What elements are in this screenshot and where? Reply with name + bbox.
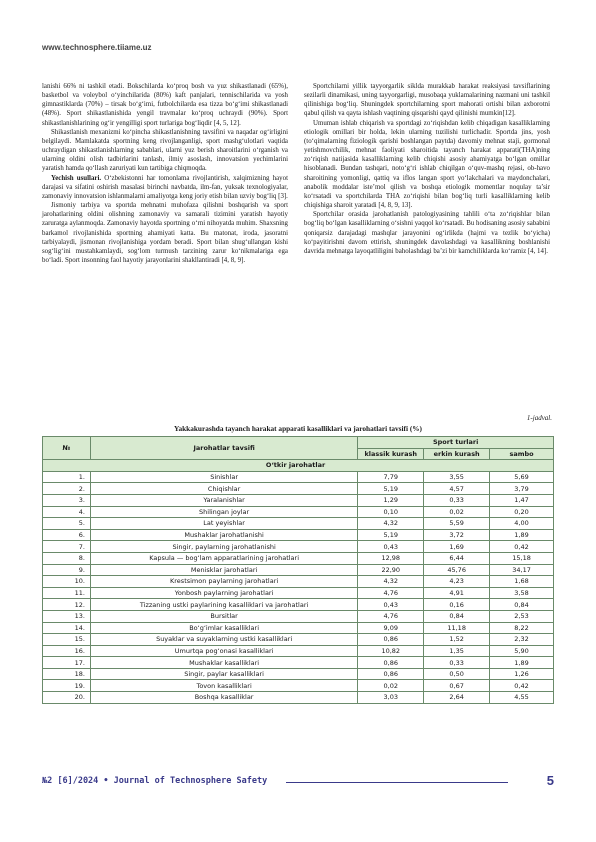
table-cell: 2,32 (490, 634, 554, 646)
paragraph: Yechish usullari. O‘zbekistonni har tomonlama rivojlantirish, xalqimizning hayot darajasi va sifatini oshirish masalasi birinchi navbatda, ilm-fan, yuksak texnologiyalar, zamonaviy innovatsion ishlanmalarni amaliyotga keng joriy etish bilan uzviy bog‘liq [3]. (42, 174, 288, 200)
table-cell: 10,82 (358, 645, 424, 657)
table-number: 1-jadval. (526, 414, 552, 422)
header-url[interactable]: www.technosphere.tiiame.uz (42, 43, 152, 52)
table-cell: 0,50 (424, 668, 490, 680)
table-cell: 3,72 (424, 529, 490, 541)
table-cell: 12,98 (358, 552, 424, 564)
table-cell: 5,19 (358, 529, 424, 541)
header-col: klassik kurash (358, 448, 424, 460)
table-cell: 0,86 (358, 657, 424, 669)
table-cell: Lat yeyishlar (90, 518, 357, 530)
table-row (43, 471, 554, 483)
table-cell: 5,59 (424, 518, 490, 530)
table-cell: Sinishlar (90, 471, 357, 483)
table-cell: Bursitlar (90, 610, 357, 622)
table-cell: 6,44 (424, 552, 490, 564)
table-cell: 9. (43, 564, 91, 576)
table-cell: 15. (43, 634, 91, 646)
table-cell: 7. (43, 541, 91, 553)
table-row (43, 506, 554, 518)
table-cell: 1,52 (424, 634, 490, 646)
table-cell: 0,43 (358, 599, 424, 611)
table-title: Yakkakurashda tayanch harakat apparati kasalliklari va jarohatlari tavsifi (%) (174, 424, 422, 433)
table-cell: 0,84 (490, 599, 554, 611)
table-cell: Chiqishlar (90, 483, 357, 495)
footer-label: №2 [6]/2024 • Journal of Technosphere Safety (42, 776, 268, 786)
table-cell: Kapsula — bog‘lam apparatlarining jarohatlari (90, 552, 357, 564)
table-cell: Suyaklar va suyaklarning ustki kasalliklari (90, 634, 357, 646)
header-col: erkin kurash (424, 448, 490, 460)
table-cell: Krestsimon paylarning jarohatlari (90, 576, 357, 588)
table-row (43, 622, 554, 634)
table-row (43, 564, 554, 576)
table-cell: 0,67 (424, 680, 490, 692)
table-row (43, 587, 554, 599)
table-cell: 16. (43, 645, 91, 657)
table-cell: 8,22 (490, 622, 554, 634)
table-cell: Boshqa kasalliklar (90, 692, 357, 704)
table-cell: 6. (43, 529, 91, 541)
paragraph: Sportchilar orasida jarohatlanish patologiyasining tahlili o‘ta zo‘riqishlar bilan bog‘liq bo‘lgan kasalliklarning o‘sishni yaqqol ko‘rsatadi. Bu hodisaning asosiy sababini qoniqarsiz darajadagi mashqlar jarayonini og‘irlikda (hajmi va tezlik bo‘yicha) ko‘payitirishni davom ettirish, shuningdek davolashdagi va kasallikning boshlanishi davrida mehnatga layoqatliligini baholashdagi ba’zi bir kamchiliklarda ko‘ramiz [4, 14]. (304, 211, 550, 255)
table-cell: 4,55 (490, 692, 554, 704)
table-cell: 3. (43, 494, 91, 506)
table-cell: 0,42 (490, 680, 554, 692)
table-cell: 0,02 (424, 506, 490, 518)
table-row (43, 483, 554, 495)
table-cell: 12. (43, 599, 91, 611)
table-cell: 0,02 (358, 680, 424, 692)
table-cell: 4,00 (490, 518, 554, 530)
footer (42, 773, 554, 790)
table-cell: 0,33 (424, 657, 490, 669)
table-cell: Yonbosh paylarning jarohatlari (90, 587, 357, 599)
table-cell: 13. (43, 610, 91, 622)
table-cell: 0,42 (490, 541, 554, 553)
bold-lead: Yechish usullari. (51, 174, 102, 182)
table-cell: 1. (43, 471, 91, 483)
header-col: sambo (490, 448, 554, 460)
table-cell: 9,09 (358, 622, 424, 634)
table-cell: 0,10 (358, 506, 424, 518)
table-cell: 5,69 (490, 471, 554, 483)
table-cell: 4,76 (358, 610, 424, 622)
table-row (43, 576, 554, 588)
table-cell: Mushaklar jarohatlanishi (90, 529, 357, 541)
table-cell: 11,18 (424, 622, 490, 634)
table-cell: 1,26 (490, 668, 554, 680)
table-row (43, 518, 554, 530)
paragraph: Jismoniy tarbiya va sportda mehnatni muhofaza qilishni boshqarish va sport jarohatlarining oldini olishning zamonaviy va samarali tizimini yaratish hayotiy zaruratga aylanmoqda. Zamonaviy hayotda sportning o‘rni nihoyatda muhim. Shaxsning barkamol rivojlanishida sportning ahamiyati katta. Bu matonat, iroda, jasoratni tarbiyalaydi, jismonan rivojlanishiga yordam beradi. Sport bilan shug‘ullangan kishi sog‘lig‘ini mustahkamlaydi, sog‘lom turmush tarzining zarur ko‘nikmalariga ega bo‘ladi. Sport insonning faol hayotiy jarayonlarini shakllantiradi [4, 8, 9]. (42, 202, 288, 264)
table-cell: 4,76 (358, 587, 424, 599)
table-cell: 1,89 (490, 529, 554, 541)
table-cell: 5. (43, 518, 91, 530)
table-cell: Bo‘g‘imlar kasalliklari (90, 622, 357, 634)
table-cell: Menisklar jarohatlari (90, 564, 357, 576)
table-cell: 1,69 (424, 541, 490, 553)
table-cell: 11. (43, 587, 91, 599)
table-cell: 3,79 (490, 483, 554, 495)
table-cell: 4,91 (424, 587, 490, 599)
table-row (43, 494, 554, 506)
table-cell: 0,86 (358, 634, 424, 646)
table-cell: 2. (43, 483, 91, 495)
table-cell: 4,57 (424, 483, 490, 495)
table-row (43, 634, 554, 646)
table-cell: Umurtqa pog‘onasi kasalliklari (90, 645, 357, 657)
table-cell: 0,84 (424, 610, 490, 622)
table-cell: 3,58 (490, 587, 554, 599)
paragraph: Sportchilarni yillik tayyorgarlik siklda murakkab harakat reaksiyasi tavsiflarining sezilarli dinamikasi, uning tayyorgarligi, musobaqa yuklamalarining nazmani uni tashkil qilinishiga bog‘liq. Shuningdek sportchilarning sport mahorati ortishi bilan axborotni qabul qilish va qayta ishlash vaqtining qisqarishi qayd qilinishi mumkin[12]. (304, 83, 550, 118)
table-cell: 3,55 (424, 471, 490, 483)
table-cell: 1,29 (358, 494, 424, 506)
table-cell: 0,33 (424, 494, 490, 506)
table-cell: 7,79 (358, 471, 424, 483)
footer-rule (286, 782, 508, 783)
injury-table (42, 436, 554, 704)
table-cell: 17. (43, 657, 91, 669)
table-cell: 2,64 (424, 692, 490, 704)
header-number: № (43, 437, 91, 460)
table-cell: 18. (43, 668, 91, 680)
table-row (43, 645, 554, 657)
table-cell: 4. (43, 506, 91, 518)
table-cell: Singir, paylarning jarohatlanishi (90, 541, 357, 553)
table-cell: Tizzaning ustki paylarining kasalliklari va jarohatlari (90, 599, 357, 611)
table-row (43, 692, 554, 704)
right-column (304, 82, 550, 256)
header-sport-types: Sport turlari (358, 437, 554, 449)
table-row (43, 529, 554, 541)
table-cell: 20. (43, 692, 91, 704)
table-row (43, 541, 554, 553)
table-cell: 45,76 (424, 564, 490, 576)
table-cell: 22,90 (358, 564, 424, 576)
table-cell: 1,68 (490, 576, 554, 588)
table-cell: 0,43 (358, 541, 424, 553)
table-cell: 5,90 (490, 645, 554, 657)
paragraph: Shikastlanish mexanizmi ko‘pincha shikastlanishning tavsifini va naqadar og‘irligini belgilaydi. Mamlakatda sportning keng rivojlanganligi, sport mashg‘ulotlari vaqtida uchraydigan shikastlanishlarning sabablari, ularni yuz berish sharoitlarini o‘rganish va ularning oldini olish tadbirlarini tanlash, ilmiy asoslash, innovatsion yechimlarini yaratish hamda qo‘llash zaruriyati kun tartibiga chiqmoqda. (42, 128, 288, 173)
section-row: O‘tkir jarohatlar (43, 460, 554, 472)
table-cell: 1,47 (490, 494, 554, 506)
table-cell: Singir, paylar kasalliklari (90, 668, 357, 680)
table-row (43, 657, 554, 669)
table-cell: Mushaklar kasalliklari (90, 657, 357, 669)
table-cell: 14. (43, 622, 91, 634)
table-cell: Shilingan joylar (90, 506, 357, 518)
table-row (43, 680, 554, 692)
table-cell: 4,23 (424, 576, 490, 588)
table-cell: 2,53 (490, 610, 554, 622)
table-cell: Yaralanishlar (90, 494, 357, 506)
table-cell: 0,20 (490, 506, 554, 518)
table-cell: 3,03 (358, 692, 424, 704)
table-cell: 8. (43, 552, 91, 564)
paragraph: lanishi 66% ni tashkil etadi. Bokschilarda ko‘proq bosh va yuz shikastlanadi (65%), basketbol va voleybol o‘yinchilarida (80%) kaft panjalari, tennischilarida va yosh gimnastiklarda (70%) – tirsak bo‘g‘imi, futbolchilarda esa tizza bo‘g‘imi shikastlanadi (48%). Sport shikastlanishida yengil travmalar ko‘proq uchraydi (90%). Sport shikastlanishlarining og‘ir yengilligi sport turlariga bog‘liqdir [4, 5, 12]. (42, 83, 288, 127)
table-row (43, 668, 554, 680)
table-cell: 1,89 (490, 657, 554, 669)
table-cell: 5,19 (358, 483, 424, 495)
table-cell: 0,16 (424, 599, 490, 611)
page-number: 5 (546, 773, 554, 788)
table-cell: 34,17 (490, 564, 554, 576)
table-row (43, 552, 554, 564)
left-column (42, 82, 288, 265)
table-row (43, 610, 554, 622)
table-cell: 1,35 (424, 645, 490, 657)
table-cell: Tovon kasalliklari (90, 680, 357, 692)
paragraph: Umuman ishlab chiqarish va sportdagi zo‘riqishdan kelib chiqadigan kasalliklarning etiologik omillari bir holda, lekin ularning tuzilishi turlichadir. Sportda jins, yosh (to‘qimalarning fiziologik qarishi boshlangan paytda) davomiy mehnat staji, gormonal yetishmovchilik, mehnat faoliyati sharoitida tayanch harakat apparati(THA)ning zo‘riqish natijasida kasalliklarning kelib chiqishi asosiy ahamiyatga bo‘lgan omillar hisoblanadi. Bundan tashqari, noto‘g‘ri ishlab chiqilgan o‘quv-mashq rejasi, ob-havo sharoitining yomonligi, qattiq va iflos langan sport yo‘lakchalari va maydonchalari, anabolik moddalar iste’mol qilish va boshqa etiologik momentlar noqulay ta’sir ko‘rsatadi va sportchilarda THA zo‘riqishi bilan bog‘liq turli kasalliklarning kelib chiqishiga sharoit yaratadi [4, 8, 9, 13]. (304, 119, 550, 210)
table-cell: 0,86 (358, 668, 424, 680)
header-description: Jarohatlar tavsifi (90, 437, 357, 460)
table-cell: 19. (43, 680, 91, 692)
table-row (43, 599, 554, 611)
table-cell: 4,32 (358, 518, 424, 530)
table-cell: 10. (43, 576, 91, 588)
table-cell: 4,32 (358, 576, 424, 588)
table-cell: 15,18 (490, 552, 554, 564)
